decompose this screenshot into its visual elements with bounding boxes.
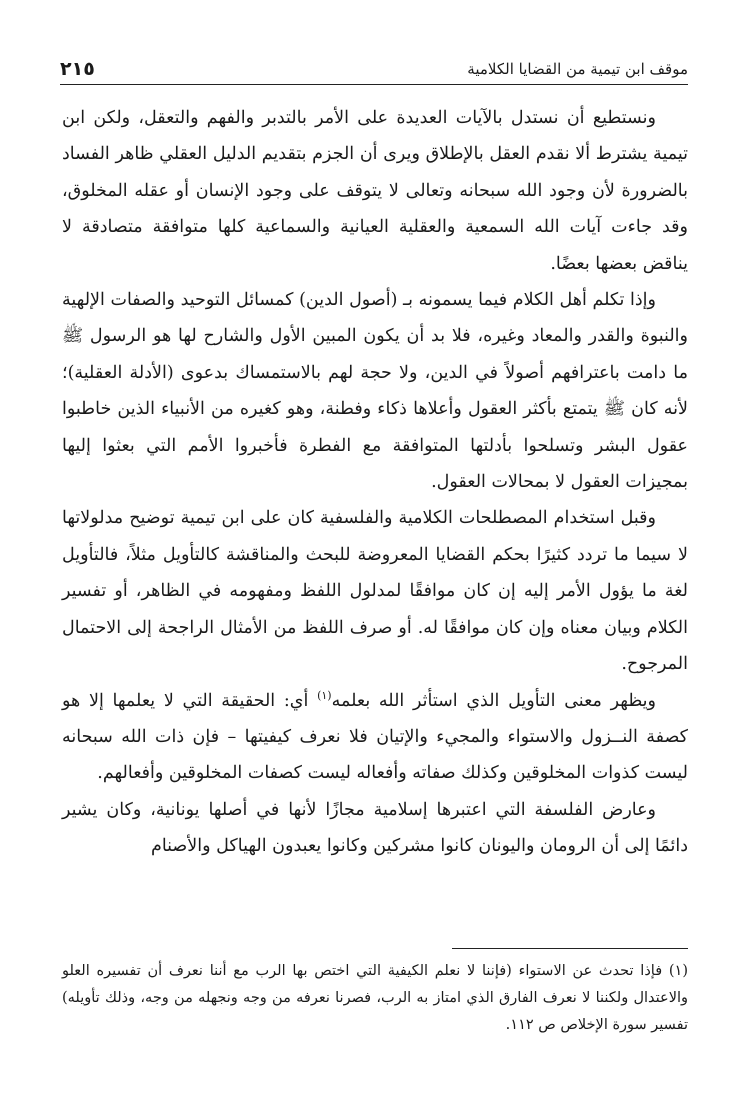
footnotes [62,958,688,1039]
paragraph-text: ويظهر معنى التأويل الذي استأثر الله بعلمه [331,690,657,711]
paragraph [62,683,688,792]
page-number: ٢١٥ [60,58,95,80]
paragraph: وقبل استخدام المصطلحات الكلامية والفلسفية كان على ابن تيمية توضيح مدلولاتها لا سيما ما تردد كثيرًا بحكم القضايا المعروضة للبحث والمناقشة كالتأويل مثلاً، فالتأويل لغة ما يؤول الأمر إليه إن كان موافقًا لمدلول اللفظ ومفهومه في الظاهر، أو تفسير الكلام وبيان معناه وإن كان موافقًا له. أو صرف اللفظ من الأمثال الراجحة إلى الاحتمال المرجوح. [62,508,688,675]
paragraph: وإذا تكلم أهل الكلام فيما يسمونه بـ (أصول الدين) كمسائل التوحيد والصفات الإلهية والنبوة والقدر والمعاد وغيره، فلا بد أن يكون المبين الأول والشارح لها هو الرسول ﷺ ما دامت باعترافهم أصولاً في الدين، ولا حجة لهم بالاستمساك بدعوى (الأدلة العقلية)؛ لأنه كان ﷺ يتمتع بأكثر العقول وأعلاها ذكاء وفطنة، وهو كغيره من الأنبياء الذين خاطبوا عقول البشر وتسلحوا بأدلتها المتوافقة مع الفطرة فأخبروا الأمم التي بعثوا إليها بمجيزات العقول لا بمحالات العقول. [62,290,688,493]
running-title: موقف ابن تيمية من القضايا الكلامية [467,60,688,78]
paragraph-text: أي: الحقيقة التي لا يعلمها إلا هو كصفة النــزول والاستواء والمجيء والإتيان فلا نعرف كيفيتها – فإن ذات الله سبحانه ليست كذوات المخلوقين وكذلك صفاته وأفعاله ليست كصفات المخلوقين وأفعالهم. [62,690,688,784]
body-text [62,100,688,865]
paragraph: ونستطيع أن نستدل بالآيات العديدة على الأمر بالتدبر والفهم والتعقل، ولكن ابن تيمية يشترط ألا نقدم العقل بالإطلاق ويرى أن الجزم بتقديم الدليل العقلي ظاهر الفساد بالضرورة لأن وجود الله سبحانه وتعالى لا يتوقف على وجود الإنسان أو عقله المخلوق، وقد جاءت آيات الله السمعية والعقلية العيانية والسماعية كلها متوافقة متصادقة لا يناقض بعضها بعضًا. [62,108,688,274]
footnote-separator [452,948,688,949]
running-header [60,58,688,84]
footnote-reference: (١) [317,688,332,702]
paragraph: وعارض الفلسفة التي اعتبرها إسلامية مجازًا لأنها في أصلها يونانية، وكان يشير دائمًا إلى أن الرومان واليونان كانوا مشركين وكانوا يعبدون الهياكل والأصنام [62,799,688,857]
footnote: (١) فإذا تحدث عن الاستواء (فإننا لا نعلم الكيفية التي اختص بها الرب مع أننا نعرف أن تفسيره العلو والاعتدال ولكننا لا نعرف الفارق الذي امتاز به الرب، فصرنا نعرفه من وجه ونجهله من وجه، وذلك تأويله) تفسير سورة الإخلاص ص ١١٢. [62,963,688,1033]
header-rule [60,84,688,85]
